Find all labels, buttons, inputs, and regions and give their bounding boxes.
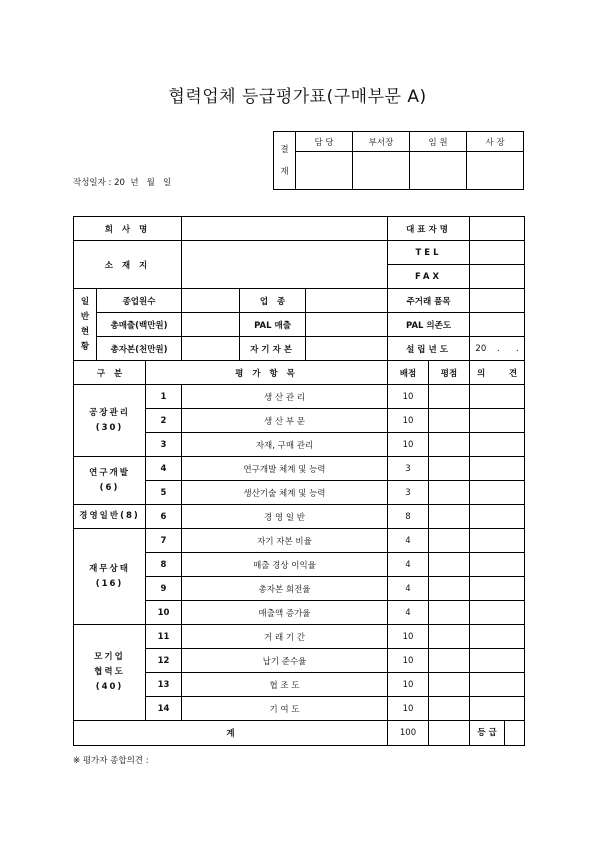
grade-cell [470, 721, 525, 746]
pal-dependency-label: PAL 의존도 [388, 313, 470, 337]
item-opinion-field[interactable] [470, 553, 525, 577]
capital-label: 총자본(천만원) [97, 337, 182, 361]
approval-box [273, 131, 524, 190]
approval-role-staff: 담 당 [296, 132, 353, 152]
address-field[interactable] [182, 241, 388, 289]
pal-sales-label: PAL 매출 [240, 313, 306, 337]
item-name: 매출액 증가율 [182, 601, 388, 625]
item-opinion-field[interactable] [470, 457, 525, 481]
pal-dependency-field[interactable] [470, 313, 525, 337]
category-label-line: (6) [99, 482, 120, 493]
tel-label: TEL [388, 241, 470, 265]
table-row [74, 505, 525, 529]
item-points: 10 [388, 697, 429, 721]
item-number: 6 [146, 505, 182, 529]
item-points: 10 [388, 409, 429, 433]
item-number: 11 [146, 625, 182, 649]
approval-side-top: 결 [280, 144, 289, 155]
employees-field[interactable] [182, 289, 240, 313]
item-name: 납기 준수율 [182, 649, 388, 673]
item-name: 매출 경상 이익율 [182, 553, 388, 577]
item-score-field[interactable] [429, 601, 470, 625]
item-points: 10 [388, 649, 429, 673]
founded-field[interactable]: 20 . . [470, 337, 525, 361]
item-score-field[interactable] [429, 385, 470, 409]
item-opinion-field[interactable] [470, 673, 525, 697]
item-number: 7 [146, 529, 182, 553]
item-name: 연구개발 체계 및 능력 [182, 457, 388, 481]
approval-sign-executive[interactable] [410, 152, 467, 190]
item-number: 13 [146, 673, 182, 697]
founded-label: 설립년도 [388, 337, 470, 361]
grade-field[interactable] [505, 721, 524, 745]
item-points: 10 [388, 673, 429, 697]
item-score-field[interactable] [429, 433, 470, 457]
item-opinion-field[interactable] [470, 697, 525, 721]
item-number: 4 [146, 457, 182, 481]
item-points: 4 [388, 601, 429, 625]
item-opinion-field[interactable] [470, 601, 525, 625]
item-opinion-field[interactable] [470, 505, 525, 529]
item-number: 9 [146, 577, 182, 601]
category-label-line: 모기업 [94, 652, 125, 662]
table-row [74, 385, 525, 409]
item-number: 12 [146, 649, 182, 673]
approval-side-label [274, 132, 296, 190]
item-name: 경 영 일 반 [182, 505, 388, 529]
item-name: 거 래 기 간 [182, 625, 388, 649]
item-opinion-field[interactable] [470, 433, 525, 457]
ceo-field[interactable] [470, 217, 525, 241]
category-label-line: 경영일반(8) [79, 511, 140, 521]
item-opinion-field[interactable] [470, 649, 525, 673]
industry-field[interactable] [306, 289, 388, 313]
general-status-char-1: 일 [80, 296, 90, 307]
item-points: 3 [388, 457, 429, 481]
item-number: 10 [146, 601, 182, 625]
item-opinion-field[interactable] [470, 625, 525, 649]
table-row [74, 529, 525, 553]
item-opinion-field[interactable] [470, 529, 525, 553]
item-name: 자재, 구매 관리 [182, 433, 388, 457]
tel-field[interactable] [470, 241, 525, 265]
item-opinion-field[interactable] [470, 385, 525, 409]
item-score-field[interactable] [429, 553, 470, 577]
item-name: 생산기술 체계 및 능력 [182, 481, 388, 505]
item-name: 자기 자본 비율 [182, 529, 388, 553]
general-status-label [74, 289, 97, 361]
item-score-field[interactable] [429, 625, 470, 649]
company-name-label: 회 사 명 [74, 217, 182, 241]
item-number: 14 [146, 697, 182, 721]
header-points: 배점 [388, 361, 429, 385]
item-score-field[interactable] [429, 409, 470, 433]
category-label-line: (30) [95, 422, 124, 433]
item-points: 3 [388, 481, 429, 505]
item-score-field[interactable] [429, 577, 470, 601]
fax-field[interactable] [470, 265, 525, 289]
item-name: 생 산 부 문 [182, 409, 388, 433]
company-name-field[interactable] [182, 217, 388, 241]
category-label-line: (16) [95, 578, 124, 589]
category-label-line: 공장관리 [89, 407, 130, 418]
category-cell [74, 625, 146, 721]
table-row [74, 625, 525, 649]
table-row [74, 457, 525, 481]
employees-label: 종업원수 [97, 289, 182, 313]
header-score: 평점 [429, 361, 470, 385]
item-score-field[interactable] [429, 649, 470, 673]
item-number: 2 [146, 409, 182, 433]
item-score-field[interactable] [429, 673, 470, 697]
item-name: 총자본 회전율 [182, 577, 388, 601]
address-label: 소 재 지 [74, 241, 182, 289]
page-title: 협력업체 등급평가표(구매부문 A) [168, 87, 427, 107]
main-items-label: 주거래 품목 [388, 289, 470, 313]
main-items-field[interactable] [470, 289, 525, 313]
capital-field[interactable] [182, 337, 240, 361]
item-number: 8 [146, 553, 182, 577]
approval-side-bottom: 재 [280, 166, 289, 177]
category-cell [74, 505, 146, 529]
category-label-line: (40) [95, 682, 124, 692]
item-points: 4 [388, 553, 429, 577]
item-score-field[interactable] [429, 481, 470, 505]
category-cell [74, 457, 146, 505]
industry-label: 업 종 [240, 289, 306, 313]
category-cell [74, 385, 146, 457]
item-score-field[interactable] [429, 697, 470, 721]
evaluation-rows [74, 385, 525, 721]
general-status-char-4: 황 [80, 341, 90, 352]
item-opinion-field[interactable] [470, 481, 525, 505]
item-name: 협 조 도 [182, 673, 388, 697]
category-label-line: 재무상태 [89, 563, 130, 574]
item-score-field[interactable] [429, 505, 470, 529]
item-score-field[interactable] [429, 457, 470, 481]
ceo-label: 대표자명 [388, 217, 470, 241]
sales-label: 총매출(백만원) [97, 313, 182, 337]
header-opinion: 의 견 [470, 361, 525, 385]
approval-role-manager: 부서장 [353, 132, 410, 152]
approval-sign-manager[interactable] [353, 152, 410, 190]
grade-label: 등 급 [470, 721, 505, 745]
total-label: 계 [74, 721, 388, 746]
header-category: 구 분 [74, 361, 146, 385]
approval-role-executive: 임 원 [410, 132, 467, 152]
item-number: 5 [146, 481, 182, 505]
approval-sign-staff[interactable] [296, 152, 353, 190]
category-label-line: 연구개발 [89, 467, 130, 478]
item-name: 기 여 도 [182, 697, 388, 721]
total-score-field[interactable] [429, 721, 470, 746]
item-points: 8 [388, 505, 429, 529]
item-opinion-field[interactable] [470, 577, 525, 601]
item-points: 4 [388, 529, 429, 553]
evaluation-table [73, 216, 525, 746]
own-capital-field[interactable] [306, 337, 388, 361]
general-status-char-3: 현 [80, 326, 90, 337]
general-status-char-2: 반 [80, 311, 90, 322]
item-points: 10 [388, 385, 429, 409]
header-item: 평 가 항 목 [146, 361, 388, 385]
item-name: 생 산 관 리 [182, 385, 388, 409]
item-points: 4 [388, 577, 429, 601]
sales-field[interactable] [182, 313, 240, 337]
approval-role-president: 사 장 [467, 132, 524, 152]
fax-label: FAX [388, 265, 470, 289]
pal-sales-field[interactable] [306, 313, 388, 337]
category-cell [74, 529, 146, 625]
item-points: 10 [388, 433, 429, 457]
item-score-field[interactable] [429, 529, 470, 553]
own-capital-label: 자기자본 [240, 337, 306, 361]
date-label: 작성일자 : 20 년 월 일 [73, 178, 172, 188]
item-number: 1 [146, 385, 182, 409]
item-number: 3 [146, 433, 182, 457]
item-opinion-field[interactable] [470, 409, 525, 433]
item-points: 10 [388, 625, 429, 649]
approval-sign-president[interactable] [467, 152, 524, 190]
evaluator-comment-label: ※ 평가자 종합의견 : [73, 756, 149, 766]
category-label-line: 협력도 [94, 667, 125, 677]
total-points: 100 [388, 721, 429, 746]
